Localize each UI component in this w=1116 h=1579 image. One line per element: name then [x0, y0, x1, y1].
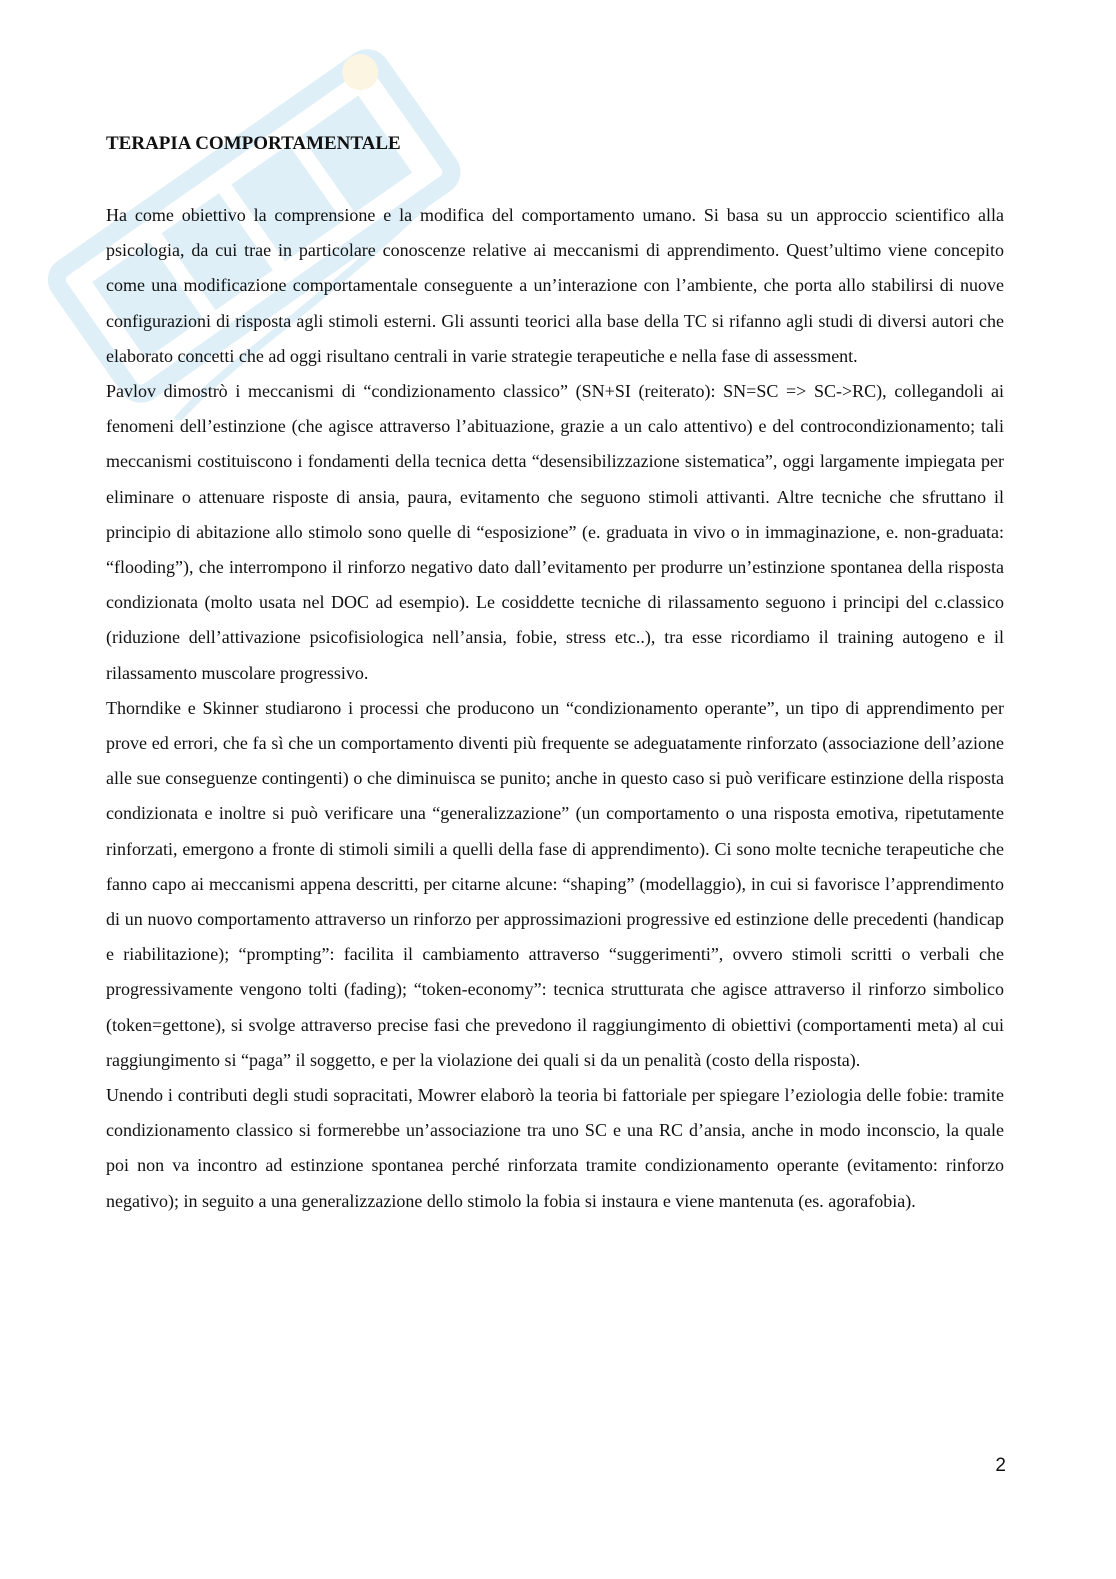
paragraph-intro: Ha come obiettivo la comprensione e la modifica del comportamento umano. Si basa su un approccio scientifico alla psicologia, da cui trae in particolare conoscenze relative ai meccanismi di apprendimento. Quest’ultimo viene concepito come una modificazione comportamentale conseguente a un’interazione con l’ambiente, che porta allo stabilirsi di nuove configurazioni di risposta agli stimoli esterni. Gli assunti teorici alla base della TC si rifanno agli studi di diversi autori che elaborato concetti che ad oggi risultano centrali in varie strategie terapeutiche e nella fase di assessment. [106, 205, 1004, 366]
paragraph-thorndike-skinner: Thorndike e Skinner studiarono i processi che producono un “condizionamento operante”, un tipo di apprendimento per prove ed errori, che fa sì che un comportamento diventi più frequente se adeguatamente rinforzato (associazione dell’azione alle sue conseguenze contingenti) o che diminuisca se punito; anche in questo caso si può verificare estinzione della risposta condizionata e inoltre si può verificare una “generalizzazione” (un comportamento o una risposta emotiva, ripetutamente rinforzati, emergono a fronte di stimoli simili a quelli della fase di apprendimento). Ci sono molte tecniche terapeutiche che fanno capo ai meccanismi appena descritti, per citarne alcune: “shaping” (modellaggio), in cui si favorisce l’apprendimento di un nuovo comportamento attraverso un rinforzo per approssimazioni progressive ed estinzione delle precedenti (handicap e riabilitazione); “prompting”: facilita il cambiamento attraverso “suggerimenti”, ovvero stimoli scritti o verbali che progressivamente vengono tolti (fading); “token-economy”: tecnica strutturata che agisce attraverso il rinforzo simbolico (token=gettone), si svolge attraverso precise fasi che prevedono il raggiungimento di obiettivi (comportamenti meta) al cui raggiungimento si “paga” il soggetto, e per la violazione dei quali si da un penalità (costo della risposta). [106, 697, 1004, 1070]
paragraph-mowrer: Unendo i contributi degli studi sopracitati, Mowrer elaborò la teoria bi fattoriale per spiegare l’eziologia delle fobie: tramite condizionamento classico si formerebbe un’associazione tra uno SC e una RC d’ansia, anche in modo inconscio, la quale poi non va incontro ad estinzione spontanea perché rinforzata tramite condizionamento operante (evitamento: rinforzo negativo); in seguito a una generalizzazione dello stimolo la fobia si instaura e viene mantenuta (es. agorafobia). [106, 1085, 1004, 1211]
document-page [106, 128, 1004, 1219]
document-title: TERAPIA COMPORTAMENTALE [106, 133, 401, 154]
page-number: 2 [995, 1455, 1006, 1476]
paragraph-pavlov: Pavlov dimostrò i meccanismi di “condizionamento classico” (SN+SI (reiterato): SN=SC => SC->RC), collegandoli ai fenomeni dell’estinzione (che agisce attraverso l’abituazione, grazie a un calo attentivo) e del controcondizionamento; tali meccanismi costituiscono i fondamenti della tecnica detta “desensibilizzazione sistematica”, oggi largamente impiegata per eliminare o attenuare risposte di ansia, paura, evitamento che seguono stimoli attivanti. Altre tecniche che sfruttano il principio di abitazione allo stimolo sono quelle di “esposizione” (e. graduata in vivo o in immaginazione, e. non-graduata: “flooding”), che interrompono il rinforzo negativo dato dall’evitamento per produrre un’estinzione spontanea della risposta condizionata (molto usata nel DOC ad esempio). Le cosiddette tecniche di rilassamento seguono i principi del c.classico (riduzione dell’attivazione psicofisiologica nell’ansia, fobie, stress etc..), tra esse ricordiamo il training autogeno e il rilassamento muscolare progressivo. [106, 381, 1004, 683]
